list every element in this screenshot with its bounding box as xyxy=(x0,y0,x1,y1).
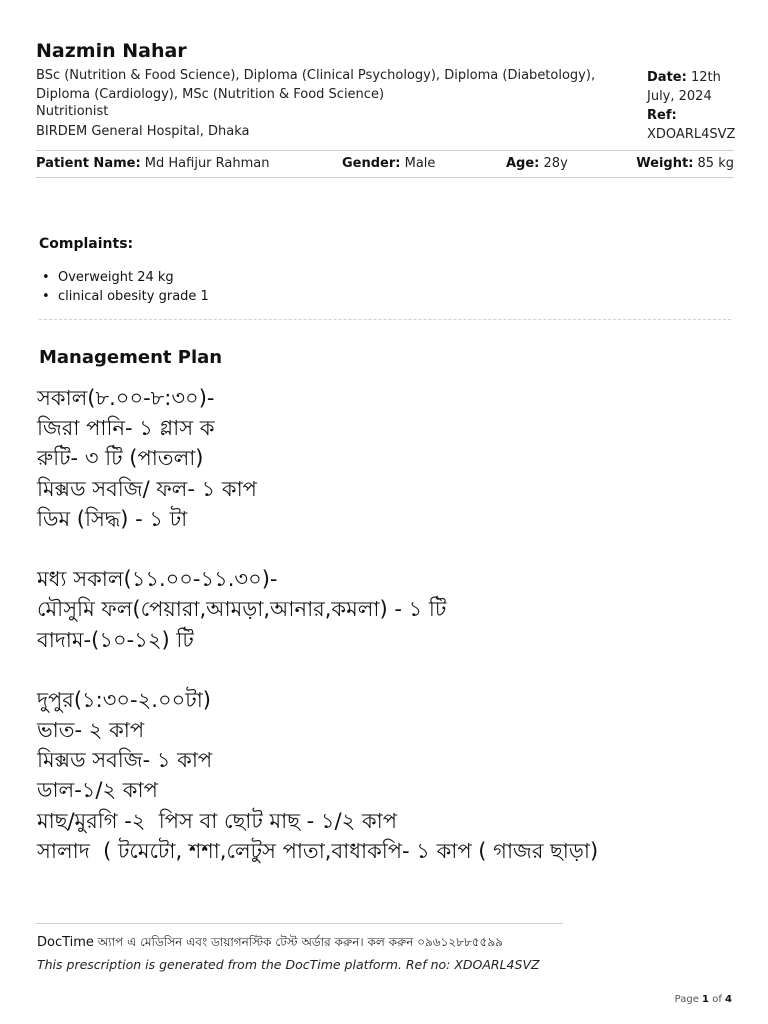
plan-line: মিক্সড সবজি/ ফল- ১ কাপ xyxy=(37,476,257,501)
page-number: Page 1 of 4 xyxy=(674,994,732,1005)
prescription-meta xyxy=(647,68,737,144)
complaints-list xyxy=(42,268,209,306)
doctor-degrees: BSc (Nutrition & Food Science), Diploma (Clinical Psychology), Diploma (Diabetology), Diploma (Cardiology), MSc (Nutrition & Food Science) xyxy=(36,68,596,102)
plan-line xyxy=(37,534,737,564)
doctor-hospital: BIRDEM General Hospital, Dhaka xyxy=(36,124,250,139)
patient-gender-label: Gender: xyxy=(342,156,401,171)
patient-weight xyxy=(636,156,734,171)
patient-gender xyxy=(342,156,435,171)
management-plan-text xyxy=(37,383,737,866)
plan-line: সকাল(৮.০০-৮:৩০)- xyxy=(37,386,215,410)
date-label: Date: xyxy=(647,70,687,85)
date-value: 12th July, 2024 xyxy=(647,70,721,104)
bullet-icon: • xyxy=(42,289,50,304)
plan-line: জিরা পানি- ১ গ্লাস ক xyxy=(37,416,215,441)
footer-promo xyxy=(37,934,503,954)
plan-line: সালাদ ( টমেটো, শশা,লেটুস পাতা,বাধাকপি- ১ কাপ ( গাজর ছাড়া) xyxy=(37,838,599,863)
patient-name-label: Patient Name: xyxy=(36,156,141,171)
plan-line: মৌসুমি ফল(পেয়ারা,আমড়া,আনার,কমলা) - ১ টি xyxy=(37,597,447,622)
ref-label: Ref: xyxy=(647,108,677,123)
management-plan-title: Management Plan xyxy=(39,347,223,368)
patient-gender-value: Male xyxy=(404,156,436,171)
patient-age xyxy=(506,156,568,171)
plan-line: দুপুর(১:৩০-২.০০টা) xyxy=(37,687,211,712)
footer-divider xyxy=(36,923,563,924)
patient-info-bar xyxy=(36,150,734,178)
patient-name-value: Md Hafijur Rahman xyxy=(144,156,270,171)
ref-row xyxy=(647,106,737,144)
patient-name xyxy=(36,156,269,171)
footer-promo-text: অ্যাপ এ মেডিসিন এবং ডায়াগনস্টিক টেস্ট অর্ডার করুন। কল করুন ০৯৬১২৮৮৫৫৯৯ xyxy=(97,935,503,949)
plan-line: ভাত- ২ কাপ xyxy=(37,718,145,743)
patient-weight-label: Weight: xyxy=(636,156,694,171)
patient-age-value: 28y xyxy=(543,156,568,171)
list-item: • Overweight 24 kg xyxy=(42,270,174,285)
plan-line: মধ্য সকাল(১১.০০-১১.৩০)- xyxy=(37,567,278,592)
plan-line: মাছ/মুরগি -২ পিস বা ছোট মাছ - ১/২ কাপ xyxy=(37,808,397,833)
bullet-icon: • xyxy=(42,270,50,285)
doctor-role: Nutritionist xyxy=(36,104,109,119)
ref-value: XDOARL4SVZ xyxy=(647,127,736,142)
patient-age-label: Age: xyxy=(506,156,540,171)
list-item: • clinical obesity grade 1 xyxy=(42,289,209,304)
plan-line xyxy=(37,655,737,685)
complaints-title: Complaints: xyxy=(39,236,134,252)
footer-note: This prescription is generated from the DocTime platform. Ref no: XDOARL4SVZ xyxy=(37,957,540,972)
prescription-header xyxy=(36,40,736,142)
plan-line: মিক্সড সবজি- ১ কাপ xyxy=(37,748,213,773)
plan-line: ডিম (সিদ্ধ) - ১ টা xyxy=(37,506,188,531)
footer-brand: DocTime xyxy=(37,935,94,950)
plan-line: ডাল-১/২ কাপ xyxy=(37,778,158,803)
patient-weight-value: 85 kg xyxy=(697,156,734,171)
section-divider xyxy=(39,319,731,320)
plan-line: রুটি- ৩ টি (পাতলা) xyxy=(37,446,204,471)
plan-line: বাদাম-(১০-১২) টি xyxy=(37,627,194,652)
date-row xyxy=(647,68,737,106)
doctor-name: Nazmin Nahar xyxy=(36,40,187,62)
